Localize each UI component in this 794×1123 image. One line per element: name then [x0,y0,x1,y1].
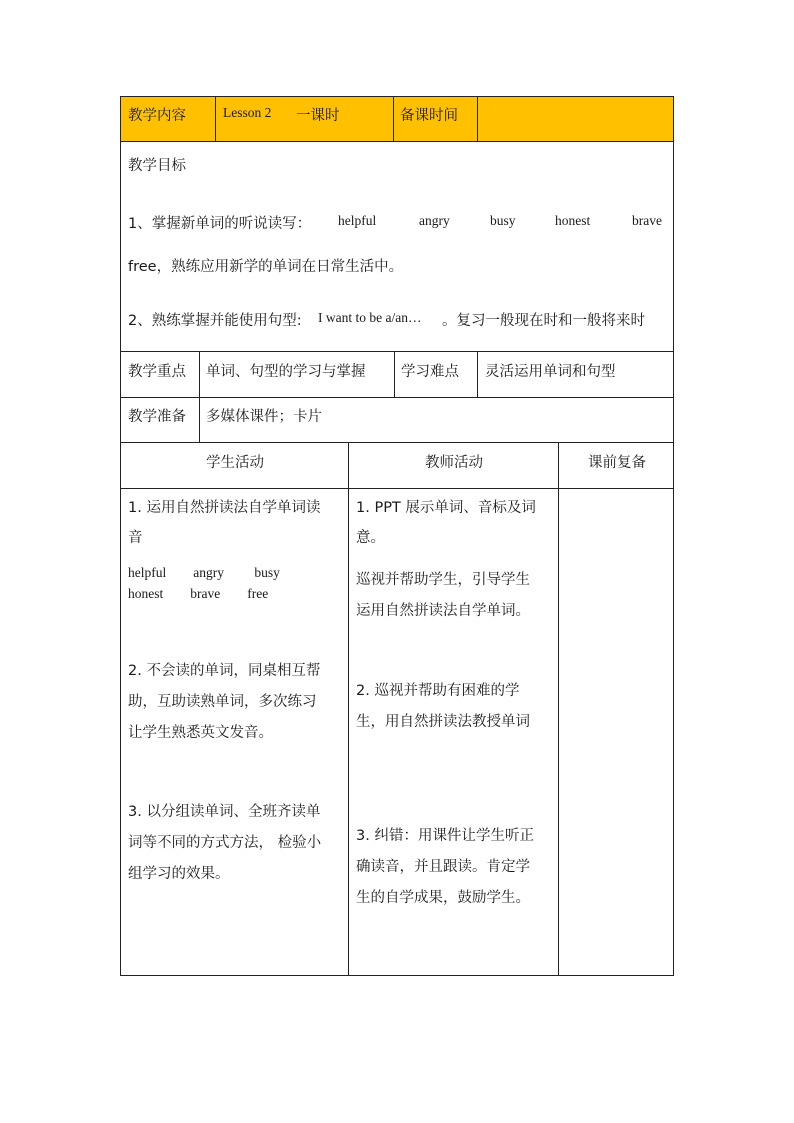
objective-1-word-angry: angry [419,213,450,228]
difficulty-label: 学习难点 [401,364,459,380]
student-step2-line2: 助，互助读熟单词，多次练习 [128,694,317,710]
key-label: 教学重点 [128,364,186,380]
student-col-header [121,443,349,488]
key-value-cell [200,352,395,397]
student-step2-line1: 2. 不会读的单词，同桌相互帮 [128,663,321,679]
prep-time-label: 备课时间 [400,108,458,124]
student-words-row1: helpful angry busy [128,565,280,580]
objective-1-word-brave: brave [632,213,662,228]
objective-1-line2: free，熟练应用新学的单词在日常生活中。 [128,259,404,275]
student-step3-line3: 组学习的效果。 [128,866,230,882]
lesson-cell [216,97,394,141]
objectives-title: 教学目标 [128,158,186,174]
objectives-row [120,141,674,352]
student-activities-cell [121,489,349,975]
lesson-period: 一课时 [296,108,340,124]
review-col-label: 课前复备 [588,455,646,471]
prep-value-cell [200,398,675,442]
student-step3-line1: 3. 以分组读单词、全班齐读单 [128,804,321,820]
activities-header-row [120,442,674,489]
objective-2-pattern: I want to be a/an… [318,310,422,325]
prep-time-label-cell [394,97,478,141]
objective-2-suffix: 。复习一般现在时和一般将来时 [442,313,645,329]
student-words-row2: honest brave free [128,586,269,601]
teacher-step1b-line2: 运用自然拼读法自学单词。 [356,603,530,619]
teacher-col-label: 教师活动 [425,455,483,471]
review-cell [559,489,675,975]
objective-1-word-busy: busy [490,213,516,228]
header-row [120,96,674,142]
difficulty-value-cell [478,352,675,397]
objective-2-prefix: 2、熟练掌握并能使用句型: [128,313,302,329]
objective-1-word-helpful: helpful [338,213,377,228]
student-col-label: 学生活动 [206,455,264,471]
prep-label-cell [121,398,200,442]
teacher-step1-line2: 意。 [356,530,385,546]
teacher-step1b-line1: 巡视并帮助学生，引导学生 [356,572,530,588]
prep-time-value-cell [478,97,675,141]
teacher-step3-line2: 确读音，并且跟读。肯定学 [356,859,530,875]
teacher-step1-line1: 1. PPT 展示单词、音标及词 [356,500,536,516]
prep-value: 多媒体课件；卡片 [206,409,322,425]
prep-label: 教学准备 [128,409,186,425]
student-step2-line3: 让学生熟悉英文发音。 [128,725,273,741]
student-step1-line2: 音 [128,530,143,546]
teacher-step2-line1: 2. 巡视并帮助有困难的学 [356,683,520,699]
key-label-cell [121,352,200,397]
objective-1-prefix: 1、掌握新单词的听说读写： [128,216,312,232]
teacher-col-header [349,443,559,488]
lesson-name: Lesson 2 [223,105,272,120]
teacher-step3-line3: 生的自学成果，鼓励学生。 [356,890,530,906]
content-label: 教学内容 [128,108,186,124]
focus-row [120,351,674,398]
student-step3-line2: 词等不同的方式方法， 检验小 [128,835,322,851]
difficulty-label-cell [395,352,478,397]
difficulty-value: 灵活运用单词和句型 [485,364,616,380]
review-col-header [559,443,675,488]
teacher-step3-line1: 3. 纠错：用课件让学生听正 [356,828,534,844]
teacher-activities-cell [349,489,559,975]
teacher-step2-line2: 生，用自然拼读法教授单词 [356,714,530,730]
content-label-cell [121,97,216,141]
activities-body-row [120,488,674,976]
student-step1-line1: 1. 运用自然拼读法自学单词读 [128,500,321,516]
objective-1-word-honest: honest [555,213,591,228]
prep-row [120,397,674,443]
key-value: 单词、句型的学习与掌握 [206,364,366,380]
